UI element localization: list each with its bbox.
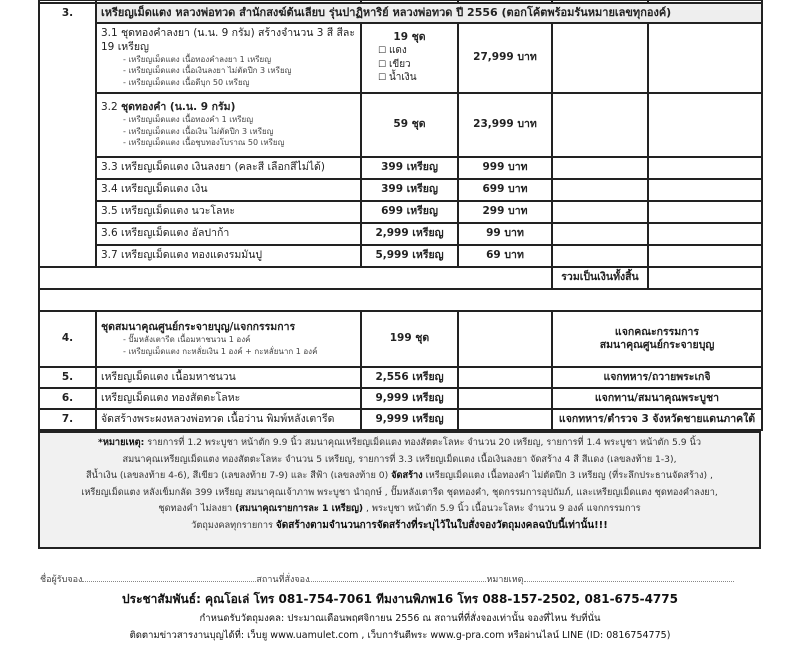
schedule-line: กำหนดรับวัตถุมงคล: ประมาณเดือนพฤศจิกายน 2556 ณ สถานที่ที่สั่งจองเท่านั้น จองที่ไหน รับที่นั่น [199,613,601,624]
item-title: ชุดสมนาคุณศูนย์กระจายบุญ/แจกกรรมการ [101,320,296,333]
item-description [96,93,361,157]
item-description: 3.6 เหรียญเม็ดแตง อัลปาก้า [96,223,361,245]
name-field[interactable] [82,572,256,582]
table-row [39,157,762,179]
table-row [39,311,762,367]
quantity: 59 ชุด [361,93,458,157]
item-description [96,311,361,367]
remark-line: แจกคณะกรรมการ [614,325,700,338]
note-text: ชุดทองคำ ไม่ลงยา [158,503,236,514]
item-number: 5. [39,367,96,388]
note-line [40,501,759,518]
order-quantity-input[interactable] [552,93,648,157]
note-text: รายการที่ 1.2 พระบูชา หน้าตัก 9.9 นิ้ว สมนาคุณเหรียญเม็ดแตง ทองสัตตะโลหะ จำนวน 20 เหรียญ, รายการที่ 1.4 พระบูชา หน้าตัก 5.9 นิ้ว [144,437,701,448]
place-field[interactable] [309,572,486,582]
item-number: 4. [39,311,96,367]
sub-item: - ปั๊มหลังเตารีด เนื้อมหาชนวน 1 องค์ [123,334,251,344]
sub-item: - เหรียญเม็ดแตง กะหลั่ยเงิน 1 องค์ + กะหลั่ยนาก 1 องค์ [123,346,318,356]
note-line [40,468,759,485]
color-checkbox-green[interactable]: ☐ เขียว [366,58,453,72]
sub-item: - เหรียญเม็ดแตง เนื้อดีบุก 50 เหรียญ [123,77,250,87]
quantity: 2,999 เหรียญ [361,223,458,245]
note-bold: (สมนาคุณรายการละ 1 เหรียญ) [235,503,364,514]
table-row [39,179,762,201]
order-quantity-input[interactable] [552,23,648,93]
item-description: 3.5 เหรียญเม็ดแตง นวะโลหะ [96,201,361,223]
sub-item: - เหรียญเม็ดแตง เนื้อเงิน ไม่ตัดปีก 3 เหรียญ [123,126,274,136]
item-description: 3.4 เหรียญเม็ดแตง เงิน [96,179,361,201]
sub-item: - เหรียญเม็ดแตง เนื้อทองคำลงยา 1 เหรียญ [123,54,272,64]
note-text: สีน้ำเงิน (เลขลงท้าย 4-6), สีเขียว (เลขลงท้าย 7-9) และ สีฟ้า (เลขลงท้าย 0) [86,470,392,481]
place-label: สถานที่สั่งจอง [256,575,310,585]
spacer-row [39,289,762,311]
table-row [39,23,762,93]
sub-item: - เหรียญเม็ดแตง เนื้อเงินลงยา ไม่ตัดปีก 3 เหรียญ [123,66,292,76]
order-quantity-input[interactable] [458,388,552,409]
order-amount-input[interactable] [648,223,762,245]
quantity: 19 ชุด [393,30,426,43]
remark: แจกทหาร/ถวายพระเกจิ [552,367,762,388]
price: 23,999 บาท [458,93,552,157]
remark: แจกทาน/สมนาคุณพระบูชา [552,388,762,409]
quantity: 9,999 เหรียญ [361,388,458,409]
remark-label: หมายเหตุ [486,575,524,585]
order-quantity-input[interactable] [552,201,648,223]
table-row [39,388,762,409]
item-description: เหรียญเม็ดแตง ทองสัตตะโลหะ [96,388,361,409]
note-text: เหรียญเม็ดแตง เนื้อทองคำ ไม่ตัดปีก 3 เหรียญ (ที่ระลึกประธานจัดสร้าง) , [422,470,713,481]
quantity: 9,999 เหรียญ [361,409,458,430]
item-title: ชุดทองคำ (น.น. 9 กรัม) [121,101,236,114]
price: 27,999 บาท [458,23,552,93]
note-text: , พระบูชา หน้าตัก 5.9 นิ้ว เนื้อนวะโลหะ จำนวน 9 องค์ แจกกรรมการ [363,503,641,514]
quantity-cell [361,23,458,93]
order-quantity-input[interactable] [458,367,552,388]
price: 69 บาท [458,245,552,267]
total-amount-input[interactable] [648,267,762,289]
note-box [38,431,761,549]
order-quantity-input[interactable] [552,179,648,201]
remark-field[interactable] [524,572,734,582]
note-text: วัตถุมงคลทุกรายการ [191,519,276,531]
quantity: 399 เหรียญ [361,157,458,179]
price: 699 บาท [458,179,552,201]
table-row [39,223,762,245]
order-amount-input[interactable] [648,157,762,179]
sub-item: - เหรียญเม็ดแตง เนื้อชุบทองโบราณ 50 เหรียญ [123,138,285,148]
order-table [38,0,763,431]
item-number: 7. [39,409,96,430]
quantity: 5,999 เหรียญ [361,245,458,267]
contact-line: ประชาสัมพันธ์: คุณโอเล่ โทร 081-754-7061 ทีมงานพิภพ16 โทร 088-157-2502, 081-675-4775 [122,592,678,606]
item-description: 3.3 เหรียญเม็ดแตง เงินลงยา (คละสี เลือกสีไม่ได้) [96,157,361,179]
item-description [96,23,361,93]
note-line [40,518,759,535]
item-number: 6. [39,388,96,409]
quantity: 199 ชุด [361,311,458,367]
order-quantity-input[interactable] [552,157,648,179]
item-title: 3.1 ชุดทองคำลงยา (น.น. 9 กรัม) สร้างจำนวน 3 สี สีละ 19 เหรียญ [101,27,355,53]
signature-row [40,572,760,586]
note-bold: จัดสร้าง [391,470,423,481]
item-description: เหรียญเม็ดแตง เนื้อมหาชนวน [96,367,361,388]
section-title: เหรียญเม็ดแตง หลวงพ่อทวด สำนักสงฆ์ต้นเลียบ รุ่นปาฏิหาริย์ หลวงพ่อทวด ปี 2556 (ตอกโค้ตพร้อมรันหมายเลขทุกองค์) [96,3,762,23]
item-description: จัดสร้างพระผงหลวงพ่อทวด เนื้อว่าน พิมพ์หลังเตารีด [96,409,361,430]
item-description: 3.7 เหรียญเม็ดแตง ทองแดงรมมันปู [96,245,361,267]
order-quantity-input[interactable] [552,245,648,267]
table-row [39,201,762,223]
order-amount-input[interactable] [648,201,762,223]
remark [552,311,762,367]
remark: แจกทหาร/ตำรวจ 3 จังหวัดชายแดนภาคใต้ [552,409,762,430]
item-number: 3. [39,3,96,267]
table-row [39,409,762,430]
price: 99 บาท [458,223,552,245]
table-row [39,245,762,267]
order-amount-input[interactable] [648,23,762,93]
total-spacer [39,267,552,289]
order-amount-input[interactable] [648,93,762,157]
name-label: ชื่อผู้รับจอง [40,575,83,585]
color-checkbox-red[interactable]: ☐ แดง [366,44,453,58]
price: 299 บาท [458,201,552,223]
note-line: สมนาคุณเหรียญเม็ดแตง ทองสัตตะโลหะ จำนวน 5 เหรียญ, รายการที่ 3.3 เหรียญเม็ดแตง เนื้อเงินลงยา จัดสร้าง 4 สี สีแดง (เลขลงท้าย 1-3), [122,453,677,465]
note-line [40,435,759,452]
order-quantity-input[interactable] [552,223,648,245]
note-line: เหรียญเม็ดแตง หลังเข็มกลัด 399 เหรียญ สมนาคุณเจ้าภาพ พระบูชา นำฤกษ์ , ปั๊มหลังเตารีด ชุดทองคำ, ชุดกรรมการอุปถัมภ์, และเหรียญเม็ดแตง ชุดทองคำลงยา, [81,486,718,498]
table-row [39,367,762,388]
quantity: 2,556 เหรียญ [361,367,458,388]
sub-item: - เหรียญเม็ดแตง เนื้อทองคำ 1 เหรียญ [123,115,254,125]
order-quantity-input[interactable] [458,311,552,367]
table-row [39,93,762,157]
order-amount-input[interactable] [648,245,762,267]
total-label: รวมเป็นเงินทั้งสิ้น [552,267,648,289]
item-prefix: 3.2 [101,101,122,114]
price: 999 บาท [458,157,552,179]
quantity: 699 เหรียญ [361,201,458,223]
order-quantity-input[interactable] [458,409,552,430]
total-row [39,267,762,289]
note-label: *หมายเหตุ: [98,437,145,448]
quantity: 399 เหรียญ [361,179,458,201]
order-amount-input[interactable] [648,179,762,201]
color-checkbox-blue[interactable]: ☐ น้ำเงิน [366,71,453,85]
remark-line: สมนาคุณศูนย์กระจายบุญ [599,339,715,351]
note-bold: จัดสร้างตามจำนวนการจัดสร้างที่ระบุไว้ในใบสั่งจองวัตถุมงคลฉบับนี้เท่านั้น!!! [275,519,608,531]
news-line: ติดตามข่าวสารงานบุญได้ที่: เว็บยู www.uamulet.com , เว็บการันตีพระ www.g-pra.com หรือผ่านไลน์ LINE (ID: 0816754775) [129,630,671,641]
